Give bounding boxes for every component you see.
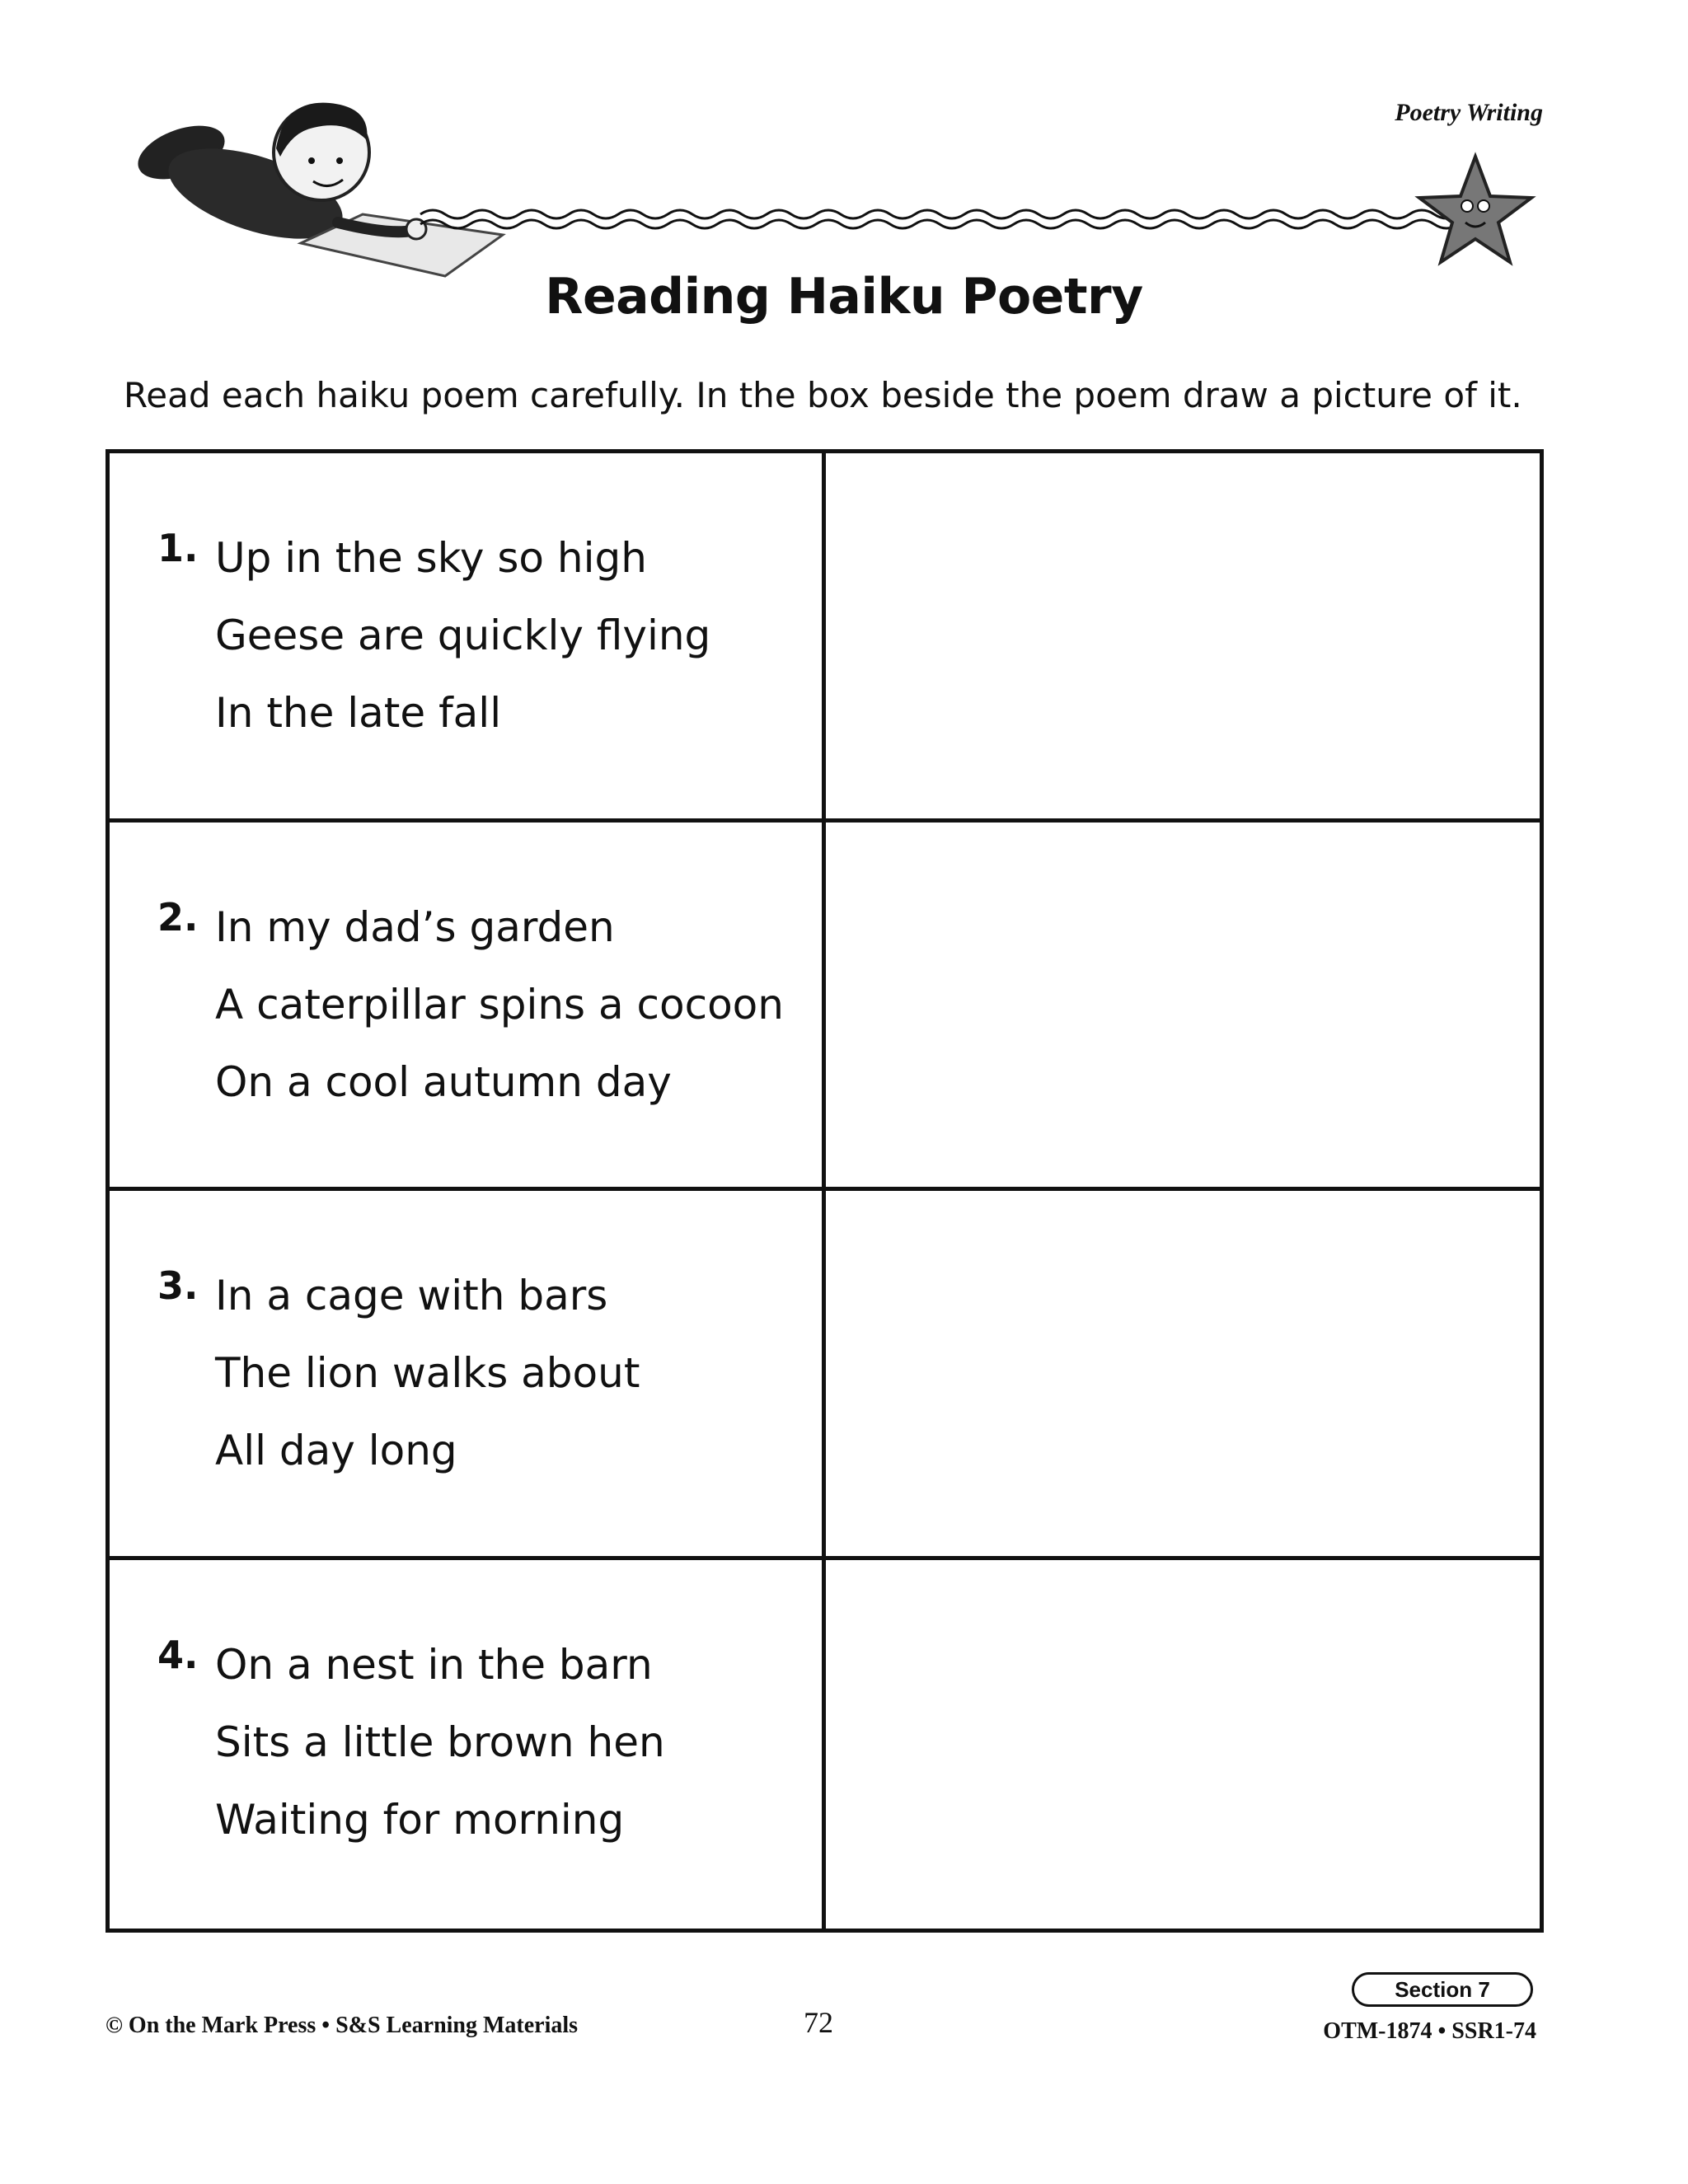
poem-line: Waiting for morning <box>215 1795 625 1844</box>
poem-line: On a cool autumn day <box>215 1057 672 1106</box>
poem-line: In the late fall <box>215 689 502 737</box>
instructions-text: Read each haiku poem carefully. In the box beside the poem draw a picture of it. <box>124 375 1522 415</box>
poem-line: In my dad’s garden <box>215 902 615 951</box>
poem-lines <box>215 1626 665 1858</box>
wavy-line <box>420 210 1484 218</box>
poem-cell-3 <box>110 1191 826 1560</box>
poem-lines <box>215 888 784 1121</box>
poem-lines <box>215 519 710 752</box>
page-number: 72 <box>804 2006 833 2039</box>
poem-number: 3. <box>157 1263 199 1308</box>
poem-line: Geese are quickly flying <box>215 612 711 659</box>
poem-line: All day long <box>215 1427 457 1474</box>
poem-cell-4 <box>110 1560 826 1929</box>
drawing-box-2[interactable] <box>826 823 1540 1192</box>
poem-cell-1 <box>110 453 826 823</box>
poem-line: Sits a little brown hen <box>215 1718 665 1766</box>
copyright-text: © On the Mark Press • S&S Learning Materials <box>106 2013 579 2038</box>
poem-line: Up in the sky so high <box>215 534 647 582</box>
category-label: Poetry Writing <box>1395 99 1543 126</box>
page-title: Reading Haiku Poetry <box>545 268 1143 326</box>
drawing-box-1[interactable] <box>826 453 1540 823</box>
poem-cell-2 <box>110 823 826 1192</box>
star-icon <box>1419 157 1531 262</box>
section-badge: Section 7 <box>1352 1972 1533 2007</box>
poem-line: A caterpillar spins a cocoon <box>215 980 784 1029</box>
poem-line: The lion walks about <box>215 1349 640 1397</box>
poem-number: 1. <box>157 526 199 570</box>
poem-number: 2. <box>157 894 199 940</box>
poem-line: On a nest in the barn <box>215 1640 653 1689</box>
poem-number: 4. <box>157 1632 199 1677</box>
poem-line: In a cage with bars <box>215 1272 608 1319</box>
poem-lines <box>215 1257 640 1489</box>
drawing-box-3[interactable] <box>826 1191 1540 1560</box>
product-code: OTM-1874 • SSR1-74 <box>1323 2018 1536 2044</box>
drawing-box-4[interactable] <box>826 1560 1540 1929</box>
poem-table <box>106 449 1544 1933</box>
